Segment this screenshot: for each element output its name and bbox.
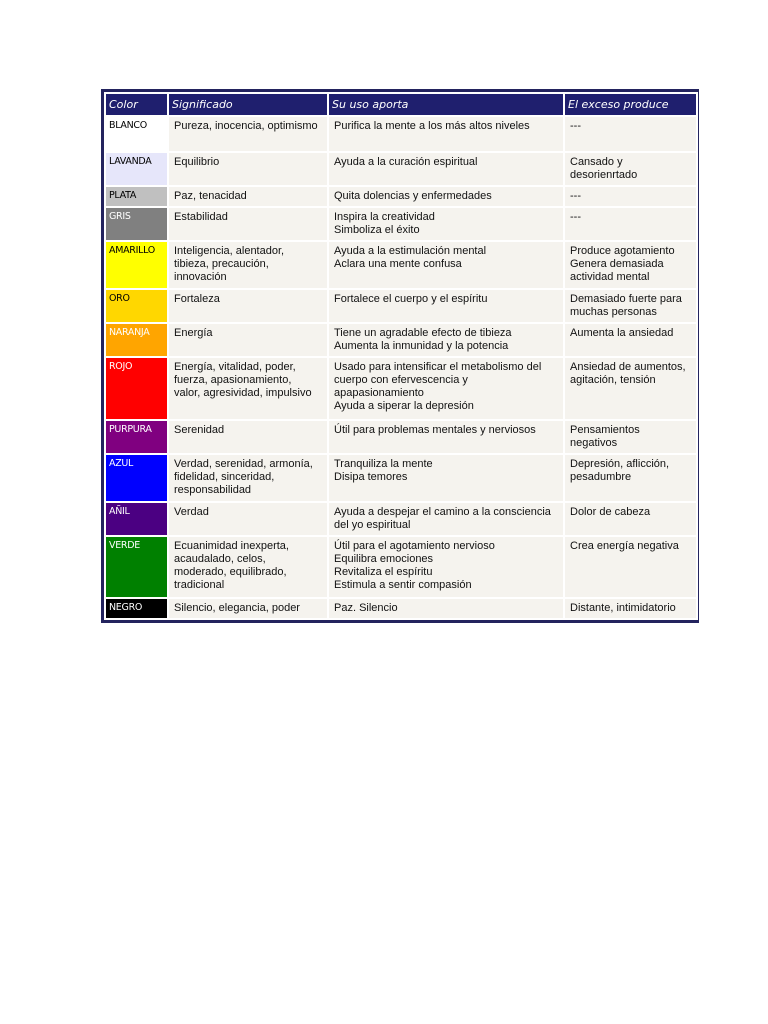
exceso-cell-line: Demasiado fuerte para bbox=[570, 293, 682, 306]
significado-cell bbox=[169, 421, 327, 453]
significado-cell-line: tradicional bbox=[174, 578, 225, 591]
significado-cell-line: Inteligencia, alentador, bbox=[174, 245, 285, 258]
color-swatch-cell: NEGRO bbox=[106, 599, 167, 618]
uso-cell bbox=[329, 208, 563, 240]
significado-cell-line: Ecuanimidad inexperta, bbox=[174, 539, 289, 552]
uso-cell bbox=[329, 503, 563, 535]
exceso-cell bbox=[565, 455, 696, 501]
exceso-cell-line: Dolor de cabeza bbox=[570, 505, 651, 518]
table-row bbox=[106, 187, 696, 206]
significado-cell bbox=[169, 599, 327, 618]
exceso-cell bbox=[565, 187, 696, 206]
exceso-cell bbox=[565, 537, 696, 597]
exceso-cell-line: desorienrtado bbox=[570, 169, 638, 182]
table-row bbox=[106, 421, 696, 453]
table-row bbox=[106, 153, 696, 185]
uso-cell-line: Usado para intensificar el metabolismo del bbox=[334, 361, 542, 374]
table-row bbox=[106, 324, 696, 356]
uso-cell-line: Purifica la mente a los más altos niveles bbox=[334, 120, 530, 132]
significado-cell bbox=[169, 455, 327, 501]
significado-cell-line: Fortaleza bbox=[174, 293, 220, 306]
header-exceso: El exceso produce bbox=[565, 94, 696, 115]
table-row bbox=[106, 290, 696, 322]
exceso-cell bbox=[565, 421, 696, 453]
significado-cell-line: innovación bbox=[174, 271, 227, 284]
table-row bbox=[106, 503, 696, 535]
significado-cell-line: Estabilidad bbox=[174, 211, 228, 224]
significado-cell bbox=[169, 503, 327, 535]
table-header-row bbox=[106, 94, 696, 115]
uso-cell-line: Tiene un agradable efecto de tibieza bbox=[334, 327, 512, 340]
exceso-cell bbox=[565, 599, 696, 618]
uso-cell-line: Ayuda a siperar la depresión bbox=[334, 400, 474, 413]
color-swatch-cell: ROJO bbox=[106, 358, 167, 418]
exceso-cell-line: --- bbox=[570, 211, 581, 224]
significado-cell bbox=[169, 117, 327, 151]
table-row bbox=[106, 117, 696, 151]
exceso-cell-line: agitación, tensión bbox=[570, 374, 656, 387]
uso-cell-line: Aclara una mente confusa bbox=[334, 258, 462, 271]
exceso-cell bbox=[565, 324, 696, 356]
exceso-cell bbox=[565, 117, 696, 151]
significado-cell bbox=[169, 537, 327, 597]
uso-cell-line: Ayuda a la curación espiritual bbox=[334, 156, 478, 169]
color-swatch-cell: AÑIL bbox=[106, 503, 167, 535]
uso-cell-line: Útil para problemas mentales y nerviosos bbox=[334, 423, 536, 436]
significado-cell-line: Energía, vitalidad, poder, bbox=[174, 361, 296, 374]
color-swatch-cell: PURPURA bbox=[106, 421, 167, 453]
exceso-cell bbox=[565, 290, 696, 322]
significado-cell bbox=[169, 242, 327, 288]
exceso-cell-line: Distante, intimidatorio bbox=[570, 601, 676, 614]
color-meaning-table bbox=[104, 92, 698, 620]
color-swatch-cell: NARANJA bbox=[106, 324, 167, 356]
uso-cell bbox=[329, 358, 563, 418]
exceso-cell-line: Cansado y bbox=[570, 156, 623, 169]
exceso-cell-line: Depresión, aflicción, bbox=[570, 457, 670, 470]
significado-cell-line: Serenidad bbox=[174, 423, 225, 436]
significado-cell bbox=[169, 153, 327, 185]
exceso-cell bbox=[565, 358, 696, 418]
significado-cell-line: fuerza, apasionamiento, bbox=[174, 374, 292, 387]
header-color: Color bbox=[106, 94, 167, 115]
exceso-cell-line: Genera demasiada bbox=[570, 258, 664, 271]
uso-cell-line: Tranquiliza la mente bbox=[334, 457, 433, 470]
uso-cell-line: Útil para el agotamiento nervioso bbox=[334, 539, 495, 552]
significado-cell-line: Paz, tenacidad bbox=[174, 190, 247, 203]
uso-cell bbox=[329, 421, 563, 453]
significado-cell-line: valor, agresividad, impulsivo bbox=[174, 387, 312, 400]
significado-cell-line: fidelidad, sinceridad, bbox=[174, 470, 275, 483]
significado-cell bbox=[169, 290, 327, 322]
table-row bbox=[106, 599, 696, 618]
table-row bbox=[106, 537, 696, 597]
table-row bbox=[106, 208, 696, 240]
uso-cell bbox=[329, 117, 563, 151]
table-body bbox=[106, 117, 696, 618]
exceso-cell bbox=[565, 208, 696, 240]
uso-cell-line: Ayuda a despejar el camino a la consciencia bbox=[334, 505, 551, 518]
significado-cell-line: Pureza, inocencia, optimismo bbox=[174, 120, 318, 132]
uso-cell bbox=[329, 290, 563, 322]
color-swatch-cell: ORO bbox=[106, 290, 167, 322]
uso-cell-line: Paz. Silencio bbox=[334, 601, 398, 614]
table-row bbox=[106, 358, 696, 418]
header-uso: Su uso aporta bbox=[329, 94, 563, 115]
header-significado: Significado bbox=[169, 94, 327, 115]
uso-cell bbox=[329, 242, 563, 288]
uso-cell bbox=[329, 153, 563, 185]
color-swatch-cell: AZUL bbox=[106, 455, 167, 501]
uso-cell-line: Estimula a sentir compasión bbox=[334, 578, 472, 591]
uso-cell-line: Fortalece el cuerpo y el espíritu bbox=[334, 293, 488, 306]
significado-cell-line: Silencio, elegancia, poder bbox=[174, 601, 300, 614]
significado-cell-line: responsabilidad bbox=[174, 483, 252, 496]
uso-cell-line: cuerpo con efervescencia y bbox=[334, 374, 468, 387]
significado-cell bbox=[169, 208, 327, 240]
exceso-cell bbox=[565, 503, 696, 535]
significado-cell-line: Verdad, serenidad, armonía, bbox=[174, 457, 313, 470]
significado-cell-line: tibieza, precaución, bbox=[174, 258, 269, 271]
exceso-cell-line: --- bbox=[570, 190, 581, 203]
uso-cell-line: del yo espiritual bbox=[334, 518, 411, 531]
table-row bbox=[106, 455, 696, 501]
significado-cell-line: Equilibrio bbox=[174, 156, 220, 169]
uso-cell bbox=[329, 455, 563, 501]
uso-cell-line: Ayuda a la estimulación mental bbox=[334, 245, 487, 258]
color-swatch-cell: LAVANDA bbox=[106, 153, 167, 185]
color-meaning-table-frame bbox=[101, 89, 699, 623]
color-swatch-cell: PLATA bbox=[106, 187, 167, 206]
exceso-cell-line: Crea energía negativa bbox=[570, 539, 679, 552]
exceso-cell-line: --- bbox=[570, 120, 581, 132]
exceso-cell-line: Produce agotamiento bbox=[570, 245, 675, 258]
exceso-cell-line: Pensamientos bbox=[570, 423, 640, 436]
exceso-cell bbox=[565, 153, 696, 185]
uso-cell-line: Revitaliza el espíritu bbox=[334, 565, 433, 578]
color-swatch-cell: BLANCO bbox=[106, 117, 167, 151]
uso-cell-line: Inspira la creatividad bbox=[334, 211, 435, 224]
uso-cell-line: Equilibra emociones bbox=[334, 552, 434, 565]
significado-cell-line: Verdad bbox=[174, 505, 209, 518]
uso-cell-line: Quita dolencias y enfermedades bbox=[334, 190, 492, 203]
uso-cell bbox=[329, 324, 563, 356]
significado-cell-line: moderado, equilibrado, bbox=[174, 565, 287, 578]
significado-cell bbox=[169, 324, 327, 356]
significado-cell bbox=[169, 187, 327, 206]
color-swatch-cell: GRIS bbox=[106, 208, 167, 240]
significado-cell-line: acaudalado, celos, bbox=[174, 552, 266, 565]
exceso-cell-line: negativos bbox=[570, 436, 618, 449]
exceso-cell-line: pesadumbre bbox=[570, 470, 632, 483]
color-swatch-cell: VERDE bbox=[106, 537, 167, 597]
uso-cell bbox=[329, 599, 563, 618]
exceso-cell-line: Aumenta la ansiedad bbox=[570, 327, 674, 340]
uso-cell bbox=[329, 537, 563, 597]
exceso-cell bbox=[565, 242, 696, 288]
uso-cell-line: Simboliza el éxito bbox=[334, 224, 420, 237]
color-swatch-cell: AMARILLO bbox=[106, 242, 167, 288]
uso-cell-line: Aumenta la inmunidad y la potencia bbox=[334, 340, 509, 353]
exceso-cell-line: actividad mental bbox=[570, 271, 650, 284]
uso-cell bbox=[329, 187, 563, 206]
uso-cell-line: Disipa temores bbox=[334, 470, 408, 483]
significado-cell-line: Energía bbox=[174, 327, 213, 340]
significado-cell bbox=[169, 358, 327, 418]
uso-cell-line: apapasionamiento bbox=[334, 387, 424, 400]
exceso-cell-line: muchas personas bbox=[570, 306, 657, 319]
exceso-cell-line: Ansiedad de aumentos, bbox=[570, 361, 686, 374]
table-row bbox=[106, 242, 696, 288]
